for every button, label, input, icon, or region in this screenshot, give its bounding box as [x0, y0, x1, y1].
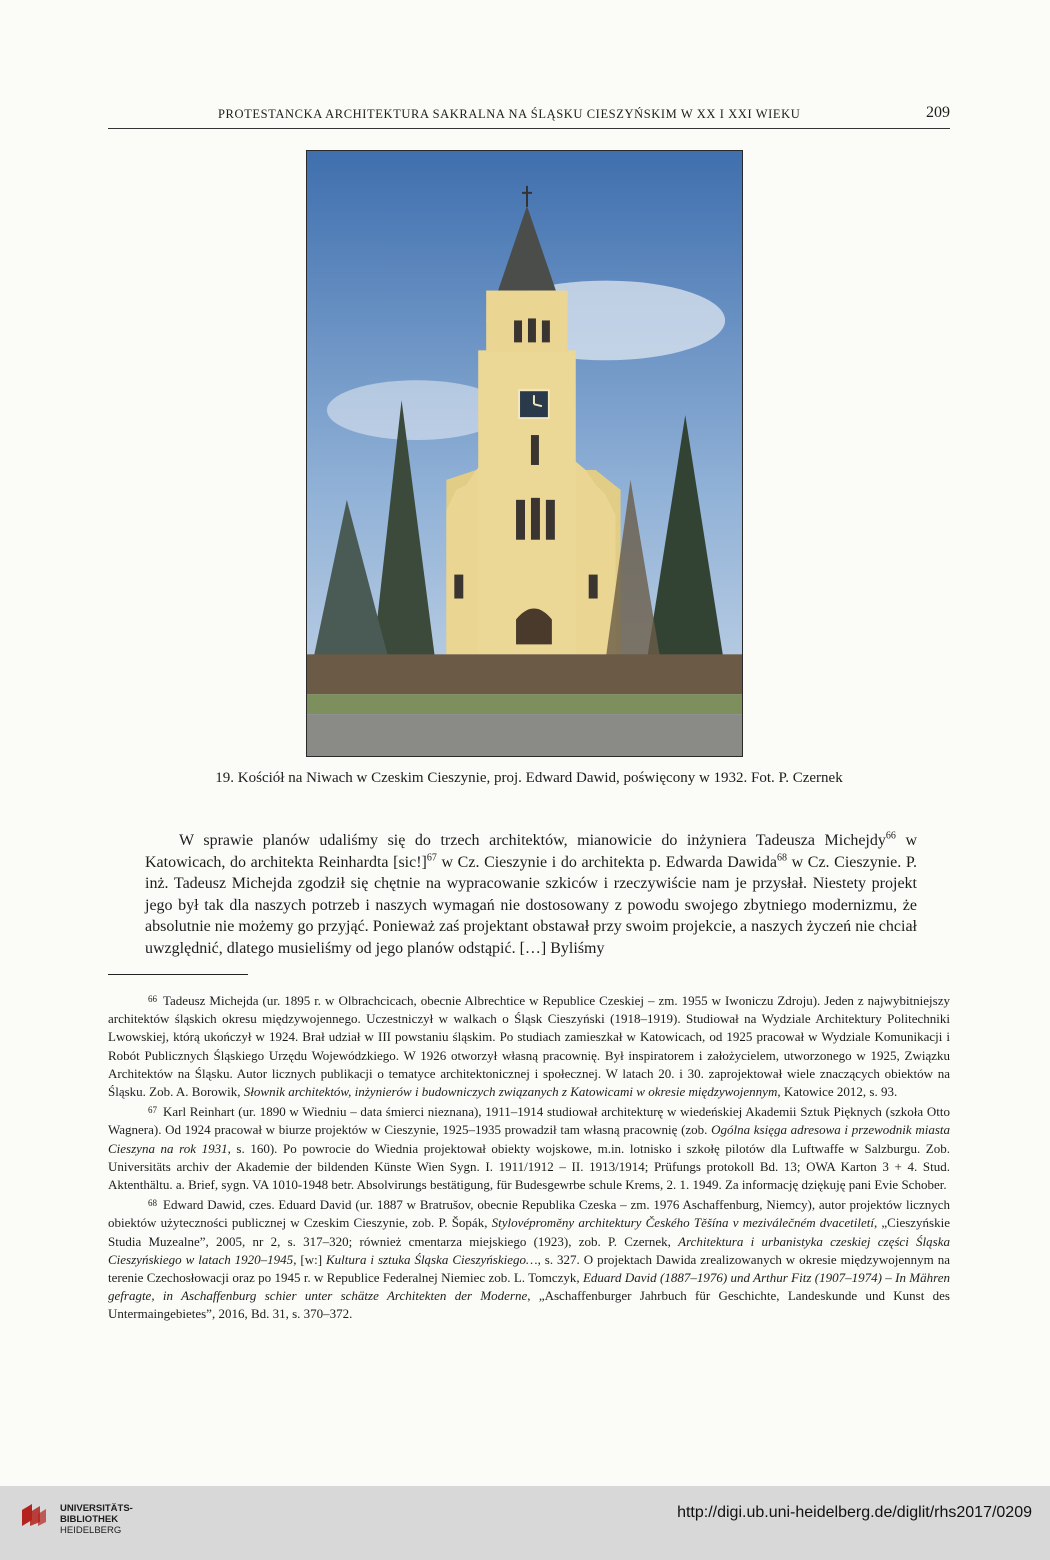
body-text-4: w Cz. Cieszynie. P. inż. Tadeusz Michejda zgodził się chętnie na wypracowanie szkiców i rzeczywiście nam je przysłał. Niestety projekt jego był tak dla naszych potrzeb i naszych wymagań nie dostosowany z powodu swojego zbytniego modernizmu, że absolutnie nie możemy go przyjąć. Ponieważ zaś projektant obstawał przy swoim projekcie, a naszych życzeń nie chciał uwzględnić, dlatego musieliśmy od jego planów odstąpić. […] Byliśmy [145, 853, 917, 957]
footnote-number: 66 [148, 994, 157, 1004]
hedge [307, 654, 742, 694]
body-text-2: w Katowicach, do architekta Reinhardta [sic!] [145, 832, 918, 871]
footnote-number: 68 [148, 1198, 157, 1209]
tower-window [531, 498, 540, 540]
running-header [108, 106, 950, 129]
library-name-line: BIBLIOTHEK [60, 1514, 119, 1525]
tower-top [486, 291, 568, 353]
tower-window [531, 435, 539, 465]
footnote-title: Kultura i sztuka Śląska Cieszyńskiego… [326, 1251, 538, 1267]
library-name-line: HEIDELBERG [60, 1525, 122, 1536]
library-name-line: UNIVERSITÄTS- [60, 1503, 133, 1514]
footnote-68 [108, 1194, 950, 1323]
library-name[interactable] [60, 1503, 133, 1536]
footnote-text: Edward Dawid, czes. Eduard David (ur. 1887 w Bratrušov, obecnie Republika Czeska – zm. 1976 Aschaffenburg, Niemcy), autor projektów licznych obiektów użyteczności publicznej w Czeskim Cieszynie, zob. P. Šopák, [108, 1197, 950, 1231]
tower-window [516, 500, 525, 540]
footnote-text: , „Cieszyńskie Studia Muzealne”, 2005, nr 2, s. 317–320; również cmentarza miejskiego (1923), zob. P. Czernek, [108, 1215, 950, 1249]
body-text-1: W sprawie planów udaliśmy się do trzech architektów, mianowicie do inżyniera Tadeusza Michejdy [179, 832, 886, 849]
footnote-67 [108, 1101, 950, 1194]
body-text-3: w Cz. Cieszynie i do architekta p. Edwarda Dawida [436, 853, 777, 871]
footnote-number: 67 [148, 1105, 157, 1116]
running-title: PROTESTANCKA ARCHITEKTURA SAKRALNA NA ŚLĄSKU CIESZYŃSKIM W XX I XXI WIEKU [218, 107, 801, 121]
footnote-title: Słownik architektów, inżynierów i budowniczych związanych z Katowicami w okresie międzywojennym [243, 1084, 778, 1100]
body-paragraph [145, 830, 917, 959]
figure-caption: 19. Kościół na Niwach w Czeskim Cieszynie, proj. Edward Dawid, poświęcony w 1932. Fot. P. Czernek [215, 770, 843, 786]
road [307, 714, 742, 756]
footnotes [108, 990, 950, 1324]
permalink-url[interactable]: http://digi.ub.uni-heidelberg.de/diglit/rhs2017/0209 [677, 1504, 1032, 1521]
footnote-text: Tadeusz Michejda (ur. 1895 r. w Olbrachcicach, obecnie Albrechtice w Republice Czeskiej – zm. 1955 w Iwoniczu Zdroju). Jeden z najwybitniejszy architektów śląskich okresu międzywojennego. Uczestniczył w walkach o Śląsk Cieszyński (1918–1919). Studiował na Wydziale Architektury Politechniki Lwowskiej, którą ukończył w 1924. Brał udział w III powstaniu śląskim. Po studiach zamieszkał w Katowicach, od 1925 pracował w Wydziale Komunikacji i Robót Publicznych Śląskiego Urzędu Wojewódzkiego. W 1926 otworzył własną pracownię. Był inspiratorem i założycielem, utworzonego w 1925, Związku Architektów na Śląsku. Autor licznych publikacji o tematyce architektonicznej i społecznej. W latach 20. i 30. zaprojektował wiele znaczących obiektów na Śląsku. Zob. A. Borowik, [108, 993, 950, 1100]
belfry-window [528, 318, 536, 342]
church-door [516, 608, 552, 644]
library-logo-icon[interactable] [18, 1500, 48, 1530]
footnote-ref-67: 67 [426, 852, 437, 864]
footnote-text: , s. 327. O projektach Dawida zrealizowanych w okresie międzywojennym na terenie Czechosłowacji oraz po 1945 r. w Republice Federalnej Niemiec zob. L. Tomczyk, [108, 1251, 950, 1286]
footnote-text: , Katowice 2012, s. 93. [777, 1084, 898, 1100]
footnote-title: Architektura i urbanistyka czeskiej części Śląska Cieszyńskiego w latach 1920–1945 [108, 1233, 951, 1267]
tower-window [546, 500, 555, 540]
footnote-ref-66: 66 [885, 830, 896, 842]
footnote-text: , „Aschaffenburger Jahrbuch für Geschichte, Landeskunde und Kunst des Untermaingebietes”, 2016, Bd. 31, s. 370–372. [108, 1288, 950, 1322]
footnote-text: , s. 160). Po powrocie do Wiednia projektował obiekty wojskowe, m.in. lotnisko i szkołę pilotów dla Luftwaffe w Salzburgu. Zob. Universitäts archiv der Akademie der bildenden Künste Wien Sygn. I. 1911/1912 – II. 1913/1914; Prüfungs protokoll Bd. 13; OWA Karton 3 + 4. Stud. Aktenthältu. a. Brief, sygn. VA 1010-1948 betr. Absolvirungs bestätigung, für Budesgewrbe schule Krems, 2. 1. 1949. Za informację dziękuję pani Evie Schober. [108, 1140, 951, 1193]
footnote-title: Stylovéproměny architektury Českého Těšína v meziválečném dvacetiletí [491, 1215, 874, 1231]
footnote-66 [108, 990, 950, 1101]
nave-window [454, 575, 463, 599]
nave-window [589, 575, 598, 599]
footnote-separator [108, 974, 248, 975]
belfry-window [514, 320, 522, 342]
footnote-text: Karl Reinhart (ur. 1890 w Wiedniu – data śmierci nieznana), 1911–1914 studiował architekturę w wiedeńskiej Akademii Sztuk Pięknych (szkoła Otto Wagnera). Od 1924 pracował w biurze projektów w Cieszynie, 1925–1935 prowadził tam własną pracownię (zob. [108, 1104, 950, 1138]
page-number: 209 [926, 104, 950, 121]
lawn [307, 694, 742, 714]
footnote-title: Eduard David (1887–1976) und Arthur Fitz (1907–1974) – In Mähren gefragte, in Aschaffenburg schier unter schätze Architekten der Moderne [108, 1270, 950, 1304]
footnote-title: Ogólna księga adresowa i przewodnik miasta Cieszyna na rok 1931 [108, 1122, 950, 1156]
footnote-text: , [w:] [293, 1251, 327, 1267]
church-photograph [306, 150, 743, 757]
church-illustration [307, 151, 742, 756]
footnote-ref-68: 68 [776, 852, 787, 864]
digital-library-footer [0, 1486, 1050, 1560]
belfry-window [542, 320, 550, 342]
